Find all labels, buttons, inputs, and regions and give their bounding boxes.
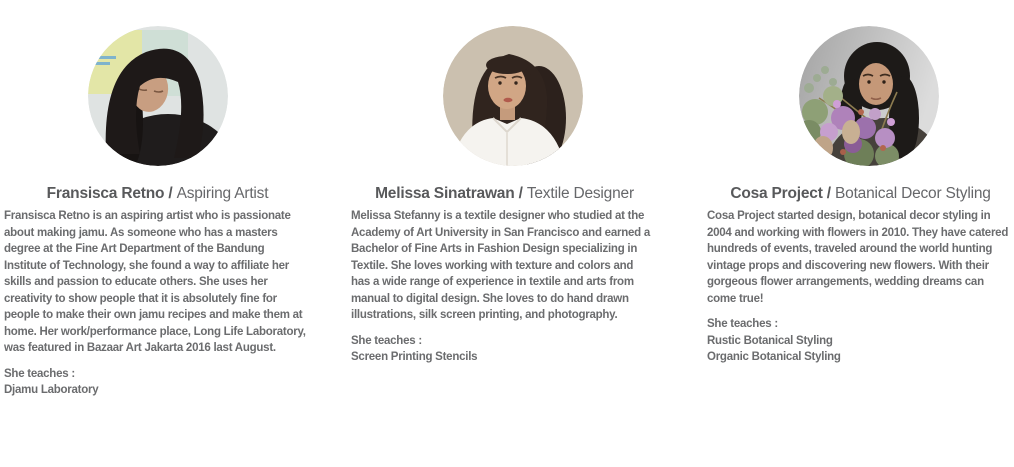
teaches-item: Organic Botanical Styling bbox=[707, 351, 841, 363]
teaches-label: She teaches : bbox=[4, 367, 75, 380]
teaches-item: Rustic Botanical Styling bbox=[707, 334, 833, 347]
profile-card-melissa bbox=[351, 0, 658, 366]
profile-heading bbox=[707, 185, 1014, 203]
avatar-photo-cosa bbox=[799, 26, 939, 166]
profile-name: Cosa Project / bbox=[730, 185, 831, 202]
profile-role: Botanical Decor Styling bbox=[835, 185, 991, 202]
profile-bio: Melissa Stefanny is a textile designer who studied at the Academy of Art University in San Francisco and earned a Bachelor of Fine Arts in Fashion Design specializing in Textile. She loves working with texture and colors and has a wide range of experience in textile and arts from manual to digital design. She loves to do hand drawn illustrations, silk screen printing, and photography. bbox=[351, 210, 650, 321]
profile-card-fransisca bbox=[4, 0, 311, 399]
profile-bio: Fransisca Retno is an aspiring artist who is passionate about making jamu. As someone who has a masters degree at the Fine Art Department of the Bandung Institute of Technology, she found a way to affiliate her skills and passion to educate others. She uses her creativity to show people that it is absolutely fine for people to make their own jamu recipes and make them at home. Her work/performance place, Long Life Laboratory, was featured in Bazaar Art Jakarta 2016 last August. bbox=[4, 210, 306, 354]
profile-card-cosa bbox=[707, 0, 1014, 366]
teaches-item: Djamu Laboratory bbox=[4, 384, 99, 396]
teaches-item: Screen Printing Stencils bbox=[351, 351, 478, 363]
avatar-illustration-cosa bbox=[799, 26, 939, 166]
avatar-illustration-melissa bbox=[443, 26, 583, 166]
profile-role: Aspiring Artist bbox=[176, 185, 269, 202]
avatar-illustration-fransisca bbox=[88, 26, 228, 166]
profile-bio: Cosa Project started design, botanical decor styling in 2004 and working with flowers in 2010. They have catered hundreds of events, traveled around the world hunting vintage props and discovering new flowers. With their gorgeous flower arrangements, wedding dreams can come true! bbox=[707, 210, 1009, 305]
profile-heading bbox=[4, 185, 311, 203]
profile-name: Fransisca Retno / bbox=[46, 185, 173, 202]
profile-name: Melissa Sinatrawan / bbox=[375, 185, 523, 202]
teaches-label: She teaches : bbox=[351, 334, 422, 347]
avatar-photo-fransisca bbox=[88, 26, 228, 166]
profile-heading bbox=[351, 185, 658, 203]
teaches-label: She teaches : bbox=[707, 318, 778, 330]
profile-role: Textile Designer bbox=[526, 185, 634, 202]
avatar-photo-melissa bbox=[443, 26, 583, 166]
